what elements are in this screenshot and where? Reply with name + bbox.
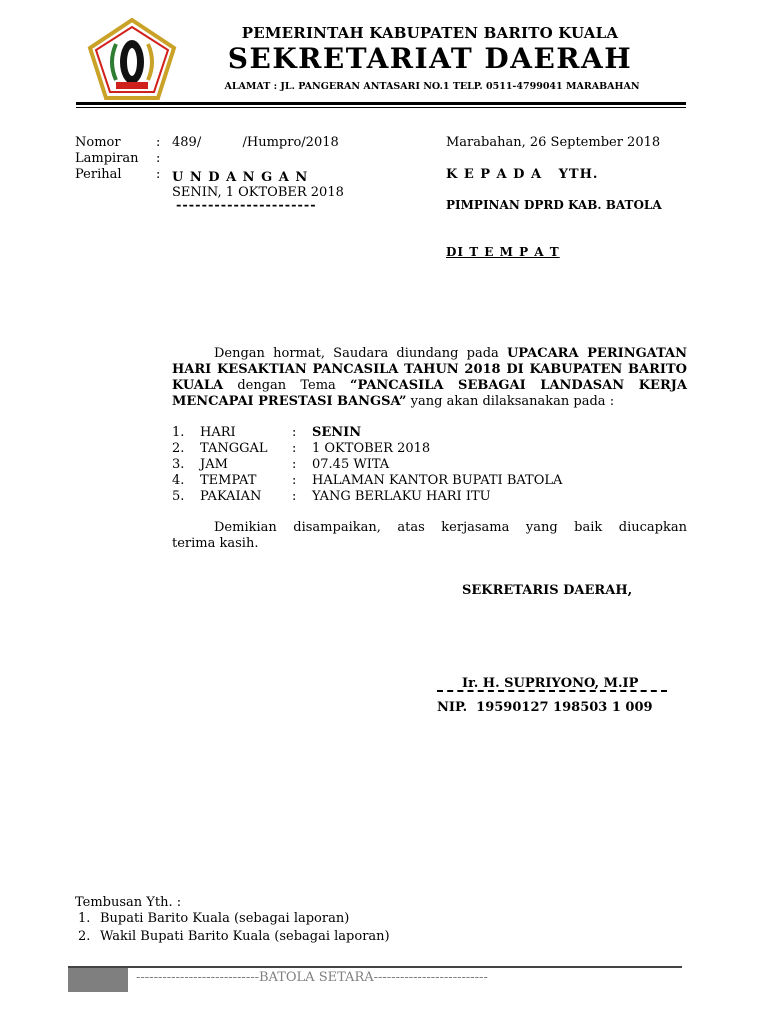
detail-value-5: YANG BERLAKU HARI ITU [312, 489, 491, 504]
paragraph-line-4 [172, 394, 687, 410]
kabupaten-logo [86, 18, 178, 102]
perihal-date: SENIN, 1 OKTOBER 2018 [172, 185, 344, 200]
p1-theme-label: dengan Tema [223, 378, 351, 393]
paragraph-line-3 [172, 378, 687, 394]
nomor-label: Nomor [75, 135, 121, 150]
footer [68, 966, 682, 992]
letterhead-government: PEMERINTAH KABUPATEN BARITO KUALA [241, 24, 619, 42]
lampiran-label: Lampiran [75, 151, 139, 166]
perihal-title: U N D A N G A N [172, 170, 309, 185]
p1-theme-b: MENCAPAI PRESTASI BANGSA” [172, 394, 407, 409]
recipient-name: PIMPINAN DPRD KAB. BATOLA [446, 198, 662, 212]
p1-text-a: Dengan hormat, Saudara diundang pada [214, 346, 507, 361]
signatory-nip: NIP. 19590127 198503 1 009 [437, 700, 653, 715]
detail-sep-3: : [292, 457, 297, 472]
tembusan-no-2: 2. [78, 929, 91, 944]
closing-line-1 [172, 520, 687, 536]
detail-label-5: PAKAIAN [200, 489, 262, 504]
detail-no-2: 2. [172, 441, 185, 456]
p1-theme-a: “PANCASILA SEBAGAI LANDASAN KERJA [350, 378, 687, 393]
signatory-name: Ir. H. SUPRIYONO, M.IP [462, 676, 639, 691]
letterhead-office: SEKRETARIAT DAERAH [227, 42, 633, 75]
footer-motto: ----------------------------BATOLA SETARA-------------------------- [136, 970, 488, 985]
letterhead-rule-thick [76, 102, 686, 105]
nomor-value: 489/ /Humpro/2018 [172, 135, 339, 150]
closing-text-1: Demikian disampaikan, atas kerjasama yang baik diucapkan [214, 520, 687, 535]
tembusan-title: Tembusan Yth. : [75, 895, 182, 910]
detail-no-4: 4. [172, 473, 185, 488]
closing-line-2: terima kasih. [172, 536, 259, 551]
recipient-place: DI T E M P A T [446, 245, 560, 259]
detail-no-1: 1. [172, 425, 185, 440]
tembusan-item-1: Bupati Barito Kuala (sebagai laporan) [100, 911, 350, 926]
tembusan-no-1: 1. [78, 911, 91, 926]
detail-label-1: HARI [200, 425, 236, 440]
perihal-label: Perihal [75, 167, 122, 182]
letter-date: Marabahan, 26 September 2018 [446, 135, 661, 150]
p1-text-end: yang akan dilaksanakan pada : [406, 394, 615, 409]
invitation-paragraph [172, 346, 687, 410]
detail-label-2: TANGGAL [200, 441, 268, 456]
detail-label-4: TEMPAT [200, 473, 257, 488]
p1-kuala: KUALA [172, 378, 224, 393]
closing-paragraph [172, 520, 687, 552]
detail-label-3: JAM [200, 457, 228, 472]
lampiran-sep: : [156, 151, 161, 166]
letterhead-rule-thin [76, 107, 686, 108]
detail-value-1: SENIN [312, 425, 362, 440]
detail-value-3: 07.45 WITA [312, 457, 390, 472]
kepada-label: K E P A D A YTH. [446, 167, 599, 182]
detail-sep-4: : [292, 473, 297, 488]
paragraph-line-2: HARI KESAKTIAN PANCASILA TAHUN 2018 DI KABUPATEN BARITO [172, 362, 687, 377]
detail-no-5: 5. [172, 489, 185, 504]
perihal-sep: : [156, 167, 161, 182]
footer-block [68, 968, 128, 992]
perihal-underline: ---------------------- [176, 198, 317, 213]
detail-no-3: 3. [172, 457, 185, 472]
detail-sep-1: : [292, 425, 297, 440]
signature-title: SEKRETARIS DAERAH, [462, 583, 633, 598]
p1-event: UPACARA PERINGATAN [506, 346, 687, 361]
signature-dashed-line [437, 690, 667, 692]
nomor-sep: : [156, 135, 161, 150]
detail-sep-2: : [292, 441, 297, 456]
detail-sep-5: : [292, 489, 297, 504]
tembusan-item-2: Wakil Bupati Barito Kuala (sebagai laporan) [100, 929, 390, 944]
detail-value-4: HALAMAN KANTOR BUPATI BATOLA [312, 473, 563, 488]
letterhead-address: ALAMAT : JL. PANGERAN ANTASARI NO.1 TELP. 0511-4799041 MARABAHAN [224, 81, 640, 92]
paragraph-line-1 [172, 346, 687, 362]
detail-value-2: 1 OKTOBER 2018 [312, 441, 431, 456]
